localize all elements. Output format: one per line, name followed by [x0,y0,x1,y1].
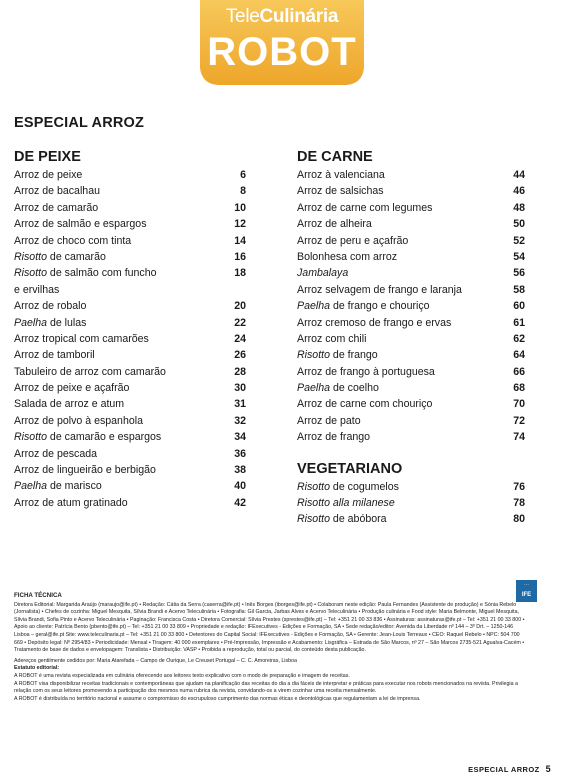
recipe-list-item [297,167,525,183]
recipe-page-number: 38 [234,464,246,477]
recipe-list-item [297,347,525,363]
recipe-name-text: Arroz de frango à portuguesa [297,365,435,378]
page-title: ESPECIAL ARROZ [14,115,145,131]
recipe-name-text: de abóbora [329,513,387,526]
recipe-name-text: de camarão [46,250,106,263]
recipe-name-text: Arroz selvagem de frango e laranja [297,283,462,296]
recipe-list-item [297,364,525,380]
recipe-page-number: 61 [513,316,525,329]
recipe-name [297,366,435,378]
recipe-name [14,480,102,492]
recipe-name-text: de marisco [47,480,102,493]
page-footer [468,764,551,774]
recipe-page-number: 32 [234,414,246,427]
ife-logo-dots-icon: ∙∙∙ [523,582,529,588]
recipe-list-item [297,331,525,347]
recipe-list-item [14,282,246,298]
recipe-name-italic: Paelha [297,382,330,395]
recipe-name-text: Arroz de pescada [14,447,98,460]
recipe-list-item [14,396,246,412]
recipe-name [14,169,82,181]
recipe-name [14,333,149,345]
recipe-name [297,251,397,263]
recipe-list-item [14,347,246,363]
ficha-credits: Diretora Editorial: Margarida Araújo (maraujo@ife.pt) • Redação: Cátia da Serra (caserra@ife.pt) • Inês Borges (iborges@ife.pt) • Colaboram neste edição: Paula Fernandes (Assistente de produção) e Sónia Rebelo (Jornalista) • Chefes de cozinha: Miguel Mesquita, Sílvia Brandi e Acervo Teleculinária • Fotografia: Gil Garcia, Jarbas Alves e Acervo Teleculinária • Produção culinária e Food style: Maria Belmonte, Miguel Mesquita, Sílvia Brandi, Sofia Pinto e Acervo Teleculinária • Paginação: Francisca Costa • Diretora Comercial: Sílvia Prestes (sprestes@ife.pt) – Tel: +351 21 00 33 836 • Assinaturas: assinaturas@ife.pt – Tel: +351 21 00 33 800 • Apoio ao cliente: Patrícia Bento (pbento@ife.pt) – Tel: +351 21 00 33 809 • Propriedade e redação: IFExecutives - Edições e Formação, SA • Sede redação/editor: Avenida da Liberdade nº 144 – 3º Drt. – 1250-146 Lisboa – geral@ife.pt Site: www.teleculinaria.pt – Tel: +351 21 00 33 800 • Detentores do Capital Social: IFExecutives - Edições e Formação, SA • Gerente: Jean-Louis Terreaux • CEO: Raquel Rebelo • NPC: 504 700 669 • Depósito legal: Nº 2954/83 • Periodicidade: Mensal • Tiragem: 40 000 exemplares • Pré-Impressão, Impressão e Acabamento: Lisgráfica – Estrada de São Marcos, nº 27 – São Marcos 2735-521 Agualva-Cacém • Tratamento de base de dados e envelopagem: Translista • Distribuição: VASP • Proibida a reprodução, total ou parcial, do conteúdo desta publicação. [14,601,525,654]
column-peixe [14,148,246,511]
recipe-page-number: 56 [513,267,525,280]
recipe-page-number: 50 [513,218,525,231]
recipe-name-text: Salada de arroz e atum [14,398,125,411]
recipe-name-text: Arroz de carne com legumes [297,201,433,214]
recipe-list-item [297,413,525,429]
recipe-list-item [297,282,525,298]
recipe-page-number: 60 [513,300,525,313]
recipe-name-text: Arroz de salsichas [297,185,384,198]
recipe-name-italic: Risotto alla milanese [297,497,395,510]
recipe-list-item [14,429,246,445]
recipe-name-text: Tabuleiro de arroz com camarão [14,365,166,378]
recipe-name [297,284,462,296]
recipe-page-number: 44 [513,169,525,181]
recipe-page-number: 80 [513,513,525,526]
recipe-page-number: 52 [513,234,525,247]
recipe-list-item [297,511,525,527]
recipe-name-text: Arroz de polvo à espanhola [14,414,143,427]
recipe-name [297,513,387,525]
recipe-name-text: Arroz de alheira [297,218,372,231]
logo-title: TeleCulinária [225,6,339,27]
recipe-list-item [14,331,246,347]
recipe-list-item [14,249,246,265]
recipe-name [14,415,143,427]
recipe-list-item [14,183,246,199]
recipe-page-number: 64 [513,349,525,362]
ficha-title: FICHA TÉCNICA [14,592,62,599]
page-number: 5 [545,764,551,774]
teleculinaria-robot-logo [196,0,368,86]
recipe-name [297,235,408,247]
recipe-name-text: Arroz de atum gratinado [14,496,128,509]
recipe-name [14,448,97,460]
ficha-statute-3: A ROBOT é distribuída no território nacional e assume o compromisso do escrupuloso cumprimento das normas éticas e deontológicas que regulamentam a lei de imprensa. [14,695,421,702]
logo-robot: ROBOT [207,30,357,74]
recipe-list-item [297,200,525,216]
recipe-page-number: 6 [240,169,246,181]
recipe-name-italic: Risotto [297,480,330,493]
recipe-name [297,333,366,345]
recipe-name-text: de frango e chouriço [330,300,430,313]
recipe-name [297,382,379,394]
recipe-name [14,235,131,247]
recipe-page-number: 30 [234,382,246,395]
recipe-name-italic: Risotto [297,513,330,526]
recipe-page-number: 8 [240,185,246,198]
recipe-list-item [14,478,246,494]
recipe-page-number: 26 [234,349,246,362]
recipe-name-italic: Risotto [14,250,47,263]
ficha-statute-1: A ROBOT é uma revista especializada em culinária oferecendo aos leitores texto explicativo com o modo de preparação e imagem de receitas. [14,672,350,679]
recipe-list-item [297,298,525,314]
recipe-name-text: de camarão e espargos [46,431,162,444]
recipe-name [297,481,399,493]
recipe-name-text: de frango [329,349,378,362]
recipe-name [14,300,86,312]
recipe-page-number: 68 [513,382,525,395]
section-title-carne: DE CARNE [297,149,373,165]
recipe-name [297,169,385,181]
recipe-page-number: 20 [234,300,246,313]
recipe-name-text: Arroz de bacalhau [14,185,100,198]
recipe-name [14,251,106,263]
recipe-page-number: 48 [513,201,525,214]
recipe-page-number: 10 [234,201,246,214]
recipe-name [14,398,124,410]
recipe-list-item [14,233,246,249]
recipe-page-number: 12 [234,218,246,231]
recipe-name [297,415,361,427]
recipe-list-item [14,167,246,183]
recipe-name [297,202,432,214]
recipe-name-italic: Paelha [14,316,47,329]
recipe-page-number: 74 [513,431,525,444]
recipe-name [14,202,98,214]
recipe-name-text: Arroz com chili [297,332,367,345]
recipe-name [14,218,147,230]
section-title-peixe: DE PEIXE [14,149,81,165]
recipe-page-number: 54 [513,250,525,263]
recipe-name [14,349,95,361]
recipe-name-text: Arroz tropical com camarões [14,332,149,345]
recipe-page-number: 46 [513,185,525,198]
recipe-page-number: 78 [513,497,525,510]
recipe-name-text: Arroz de lingueirão e berbigão [14,464,156,477]
recipe-name-text: Arroz de carne com chouriço [297,398,433,411]
recipe-list-item [14,216,246,232]
recipe-name-text: Arroz de salmão e espargos [14,218,147,231]
recipe-list-carne [297,167,525,446]
recipe-name-text: Arroz de robalo [14,300,87,313]
recipe-name-italic: Risotto [14,267,47,280]
recipe-name [14,185,100,197]
recipe-name [14,284,59,296]
recipe-list-item [297,479,525,495]
recipe-list-item [297,429,525,445]
recipe-page-number: 31 [234,398,246,411]
recipe-page-number: 76 [513,480,525,493]
ife-logo-text: IFE [521,592,532,598]
recipe-page-number: 72 [513,414,525,427]
recipe-list-item [14,380,246,396]
recipe-name [14,464,156,476]
recipe-list-item [297,315,525,331]
recipe-name-text: Arroz de frango [297,431,371,444]
recipe-name-italic: Paelha [14,480,47,493]
recipe-list-item [14,200,246,216]
recipe-list-item [14,413,246,429]
recipe-name [297,349,378,361]
recipe-name-italic: Jambalaya [297,267,349,280]
recipe-page-number: 28 [234,365,246,378]
recipe-list-item [14,364,246,380]
recipe-name-text: Arroz de peixe [14,169,83,181]
recipe-list-item [297,183,525,199]
recipe-page-number: 14 [234,234,246,247]
recipe-list-item [297,495,525,511]
recipe-name-text: Arroz de pato [297,414,361,427]
recipe-name [297,398,432,410]
column-carne [297,148,525,528]
recipe-page-number: 42 [234,496,246,509]
recipe-name [297,317,451,329]
recipe-page-number: 24 [234,332,246,345]
recipe-list-item [14,462,246,478]
recipe-page-number: 16 [234,250,246,263]
recipe-list-item [14,446,246,462]
recipe-name [297,185,384,197]
recipe-page-number: 34 [234,431,246,444]
recipe-name [14,431,161,443]
recipe-name-text: de lulas [47,316,87,329]
recipe-name [14,382,129,394]
recipe-name-italic: Risotto [14,431,47,444]
recipe-list-item [14,315,246,331]
recipe-name-text: de cogumelos [329,480,399,493]
recipe-page-number: 62 [513,332,525,345]
ficha-statute-title: Estatuto editorial: [14,665,60,672]
recipe-list-item [14,298,246,314]
footer-label: ESPECIAL ARROZ [468,765,540,774]
recipe-name-italic: Paelha [297,300,330,313]
recipe-list-item [14,265,246,281]
recipe-name [14,267,157,279]
recipe-page-number: 66 [513,365,525,378]
recipe-name-text: de coelho [330,382,379,395]
recipe-list-vegetariano [297,479,525,528]
recipe-list-peixe [14,167,246,511]
recipe-name [297,497,395,509]
recipe-page-number: 36 [234,447,246,460]
recipe-name [297,218,372,230]
recipe-list-item [297,233,525,249]
recipe-name [14,366,166,378]
recipe-list-item [297,216,525,232]
recipe-name [297,431,370,443]
recipe-page-number: 70 [513,398,525,411]
recipe-name-text: Bolonhesa com arroz [297,250,398,263]
ficha-props: Adereços gentilmente cedidos por: Maria Atarefada – Campo de Ourique, Le Creuset Portugal – C. C. Amoreiras, Lisboa [14,657,297,664]
recipe-name-text: Arroz de choco com tinta [14,234,132,247]
recipe-page-number: 40 [234,480,246,493]
recipe-list-item [297,265,525,281]
recipe-page-number: 22 [234,316,246,329]
recipe-list-item [297,380,525,396]
recipe-name [14,317,86,329]
recipe-name-text: Arroz de peixe e açafrão [14,382,130,395]
recipe-list-item [14,495,246,511]
recipe-name-text: e ervilhas [14,283,60,296]
recipe-name [297,267,348,279]
recipe-list-item [297,249,525,265]
recipe-name-italic: Risotto [297,349,330,362]
recipe-name [14,497,128,509]
recipe-page-number: 58 [513,283,525,296]
recipe-name-text: Arroz de camarão [14,201,99,214]
recipe-name-text: Arroz cremoso de frango e ervas [297,316,452,329]
recipe-list-item [297,396,525,412]
recipe-name-text: Arroz de peru e açafrão [297,234,409,247]
recipe-name-text: de salmão com funcho [46,267,157,280]
ficha-tecnica [14,592,525,703]
recipe-name-text: Arroz à valenciana [297,169,385,181]
ficha-statute-2: A ROBOT visa disponibilizar receitas tradicionais e contemporâneas que ajudam na planificação das receitas do dia a dia fáceis de interpretar e práticas para executar nos robots mencionados na revista. Privilegia a relação com os seus leitores promovendo a participação dos mesmos numa rubrica da revista, convidando-os a virem cozinhar uma receita mensalmente. [14,680,518,695]
recipe-page-number: 18 [234,267,246,280]
recipe-name [297,300,430,312]
section-title-vegetariano: VEGETARIANO [297,460,403,477]
recipe-name-text: Arroz de tamboril [14,349,95,362]
